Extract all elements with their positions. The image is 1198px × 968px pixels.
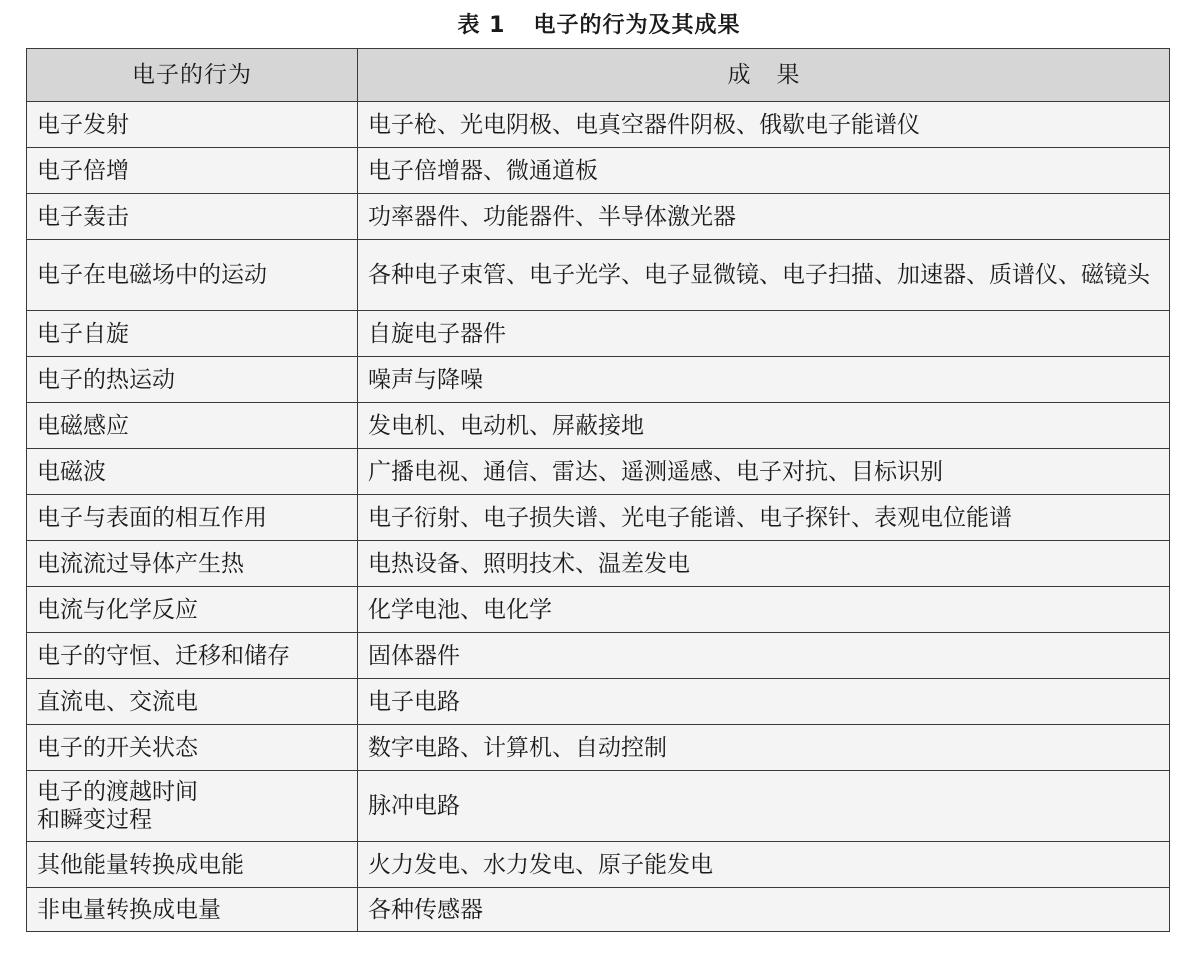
- table-row: [27, 541, 1170, 587]
- results-cell: 电子枪、光电阴极、电真空器件阴极、俄歇电子能谱仪: [358, 102, 1170, 148]
- table-row: [27, 311, 1170, 357]
- table-row: [27, 449, 1170, 495]
- results-cell: 电子衍射、电子损失谱、光电子能谱、电子探针、表观电位能谱: [358, 495, 1170, 541]
- table-row: [27, 357, 1170, 403]
- behavior-line: 和瞬变过程: [37, 807, 152, 833]
- table-row: [27, 495, 1170, 541]
- behavior-cell: 电子与表面的相互作用: [27, 495, 358, 541]
- behavior-cell: 电子倍增: [27, 148, 358, 194]
- table-row: [27, 888, 1170, 932]
- header-results: [358, 49, 1170, 102]
- table-caption: [0, 8, 1198, 44]
- results-cell: 发电机、电动机、屏蔽接地: [358, 403, 1170, 449]
- behavior-cell: 电子在电磁场中的运动: [27, 240, 358, 311]
- behavior-cell: 电子自旋: [27, 311, 358, 357]
- table-row: [27, 587, 1170, 633]
- results-cell: 电子倍增器、微通道板: [358, 148, 1170, 194]
- behavior-cell: 电子的热运动: [27, 357, 358, 403]
- behavior-results-table: [26, 48, 1170, 932]
- behavior-cell: [27, 771, 358, 842]
- behavior-cell: 电流与化学反应: [27, 587, 358, 633]
- results-cell: 电子电路: [358, 679, 1170, 725]
- results-cell: 噪声与降噪: [358, 357, 1170, 403]
- behavior-cell: 其他能量转换成电能: [27, 842, 358, 888]
- results-cell: 电热设备、照明技术、温差发电: [358, 541, 1170, 587]
- results-cell: 脉冲电路: [358, 771, 1170, 842]
- results-cell: 化学电池、电化学: [358, 587, 1170, 633]
- table-row: [27, 403, 1170, 449]
- results-cell: 固体器件: [358, 633, 1170, 679]
- header-results-char2: 果: [776, 62, 800, 88]
- results-cell: 数字电路、计算机、自动控制: [358, 725, 1170, 771]
- behavior-cell: 电子的开关状态: [27, 725, 358, 771]
- behavior-cell: 电子轰击: [27, 194, 358, 240]
- behavior-cell: 电子的守恒、迁移和储存: [27, 633, 358, 679]
- behavior-cell: 电磁波: [27, 449, 358, 495]
- table-row: [27, 679, 1170, 725]
- behavior-cell: 电磁感应: [27, 403, 358, 449]
- table-row: [27, 771, 1170, 842]
- behavior-cell: 直流电、交流电: [27, 679, 358, 725]
- behavior-cell: 电子发射: [27, 102, 358, 148]
- header-row: [27, 49, 1170, 102]
- table-number: 表 1: [457, 13, 506, 38]
- results-cell: 自旋电子器件: [358, 311, 1170, 357]
- table-row: [27, 102, 1170, 148]
- header-behavior: 电子的行为: [27, 49, 358, 102]
- table-title: 电子的行为及其成果: [533, 13, 741, 38]
- table-row: [27, 148, 1170, 194]
- header-results-char1: 成: [727, 62, 751, 88]
- results-cell: 各种传感器: [358, 888, 1170, 932]
- behavior-cell: 非电量转换成电量: [27, 888, 358, 932]
- behavior-line: 电子的渡越时间: [37, 779, 198, 805]
- results-cell: 各种电子束管、电子光学、电子显微镜、电子扫描、加速器、质谱仪、磁镜头: [358, 240, 1170, 311]
- table-row: [27, 633, 1170, 679]
- table-row: [27, 842, 1170, 888]
- results-cell: 火力发电、水力发电、原子能发电: [358, 842, 1170, 888]
- table-row: [27, 194, 1170, 240]
- results-cell: 功率器件、功能器件、半导体激光器: [358, 194, 1170, 240]
- results-cell: 广播电视、通信、雷达、遥测遥感、电子对抗、目标识别: [358, 449, 1170, 495]
- behavior-cell: 电流流过导体产生热: [27, 541, 358, 587]
- table-row: [27, 240, 1170, 311]
- table-row: [27, 725, 1170, 771]
